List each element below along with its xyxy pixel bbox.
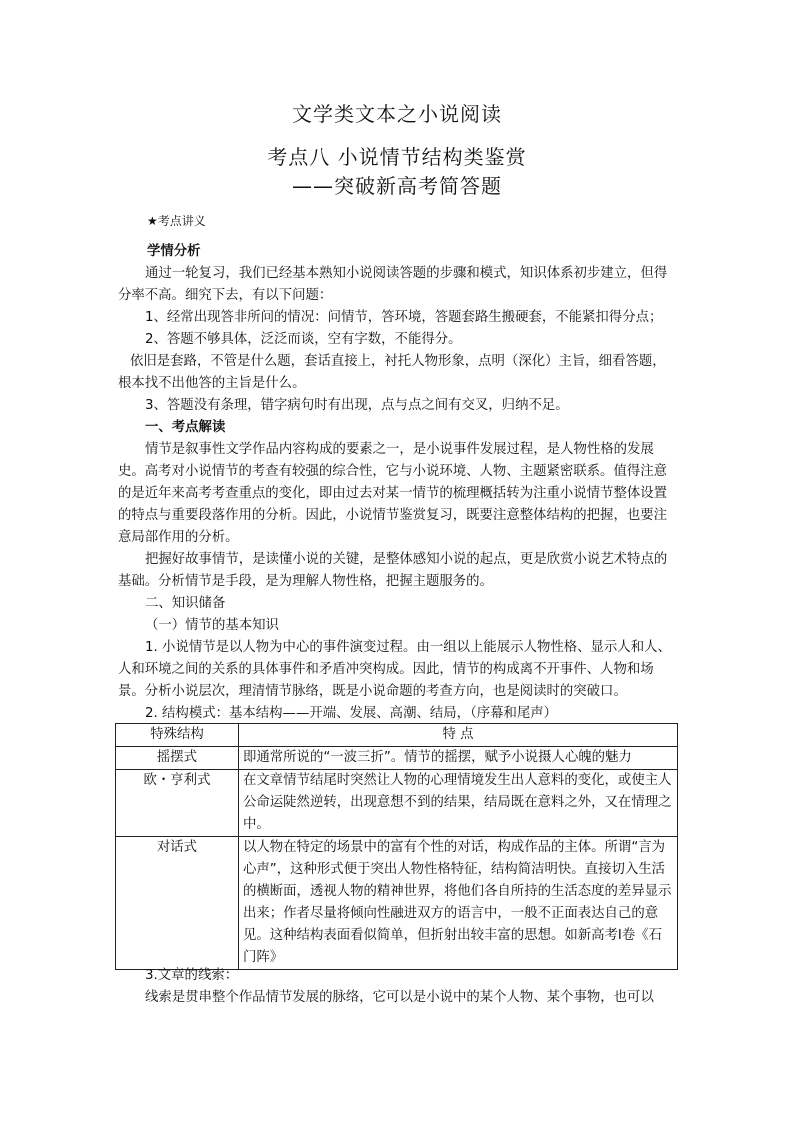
table-cell: 对话式	[116, 837, 239, 970]
table-cell: 在文章情节结尾时突然让人物的心理情境发生出人意料的变化，或使主人公命运陡然逆转，出现意想不到的结果，结局既在意料之外，又在情理之中。	[239, 770, 678, 837]
section-mark: ★考点讲义	[147, 214, 206, 228]
document-subtitle: 考点八 小说情节结构类鉴赏	[267, 145, 527, 169]
table-header-cell: 特 点	[239, 724, 678, 747]
document-subtitle-2: ——突破新高考简答题	[292, 174, 502, 198]
section-heading: 一、考点解读	[145, 420, 226, 435]
paragraph: 3.文章的线索：	[145, 968, 239, 983]
paragraph: 3、答题没有条理，错字病句时有出现，点与点之间有交叉，归纳不足。	[145, 398, 569, 413]
paragraph: 情节是叙事性文学作品内容构成的要素之一，是小说事件发展过程，是人物性格的发展史。高考对小说情节的考查有较强的综合性，它与小说环境、人物、主题紧密联系。值得注意的是近年来高考考查重点的变化，即由过去对某一情节的梳理概括转为注重小说情节整体设置的特点与重要段落作用的分析。因此，小说情节鉴赏复习，既要注意整体结构的把握，也要注意局部作用的分析。	[118, 442, 668, 545]
paragraph: 2. 结构模式：基本结构——开端、发展、高潮、结局，（序幕和尾声）	[145, 706, 558, 721]
table-row	[116, 770, 678, 837]
document-title: 文学类文本之小说阅读	[292, 102, 502, 126]
table-row	[116, 837, 678, 970]
paragraph: 1、经常出现答非所问的情况：问情节，答环境，答题套路生搬硬套，不能紧扣得分点；	[145, 310, 663, 325]
paragraph: 2、答题不够具体，泛泛而谈，空有字数，不能得分。	[145, 332, 462, 347]
structure-table	[115, 723, 678, 970]
subsection-heading: （一）情节的基本知识	[145, 618, 279, 633]
table-cell: 以人物在特定的场景中的富有个性的对话，构成作品的主体。所谓“言为心声”，这种形式便于突出人物性格特征，结构简洁明快。直接切入生活的横断面，透视人物的精神世界，将他们各自所持的生活态度的差异显示出来；作者尽量将倾向性融进双方的语言中，一般不正面表达自己的意见。这种结构表面看似简单，但折射出较丰富的思想。如新高考Ⅰ卷《石门阵》	[239, 837, 678, 970]
table-row	[116, 747, 678, 770]
paragraph: 1. 小说情节是以人物为中心的事件演变过程。由一组以上能展示人物性格、显示人和人、人和环境之间的关系的具体事件和矛盾冲突构成。因此，情节的构成离不开事件、人物和场景。分析小说层次，理清情节脉络，既是小说命题的考查方向，也是阅读时的突破口。	[118, 640, 671, 699]
paragraph: 线索是贯串整个作品情节发展的脉络，它可以是小说中的某个人物、某个事物，也可以	[145, 990, 654, 1005]
paragraph: 依旧是套路，不管是什么题，套话直接上，衬托人物形象，点明（深化）主旨，细看答题，根本找不出他答的主旨是什么。	[118, 354, 666, 391]
section-heading: 二、知识储备	[145, 596, 226, 611]
table-header-cell: 特殊结构	[116, 724, 239, 747]
table-cell: 摇摆式	[116, 747, 239, 770]
section-heading-xueqing: 学情分析	[147, 244, 201, 259]
table-cell: 欧・亨利式	[116, 770, 239, 837]
body-text	[118, 263, 678, 725]
table-header-row	[116, 724, 678, 747]
tail-text	[118, 965, 680, 1009]
table-cell: 即通常所说的“一波三折”。情节的摇摆，赋予小说摄人心魄的魅力	[239, 747, 678, 770]
paragraph: 把握好故事情节，是读懂小说的关键，是整体感知小说的起点，更是欣赏小说艺术特点的基础。分析情节是手段，是为理解人物性格，把握主题服务的。	[118, 552, 668, 589]
paragraph: 通过一轮复习，我们已经基本熟知小说阅读答题的步骤和模式，知识体系初步建立，但得分率不高。细究下去，有以下问题：	[118, 266, 668, 303]
